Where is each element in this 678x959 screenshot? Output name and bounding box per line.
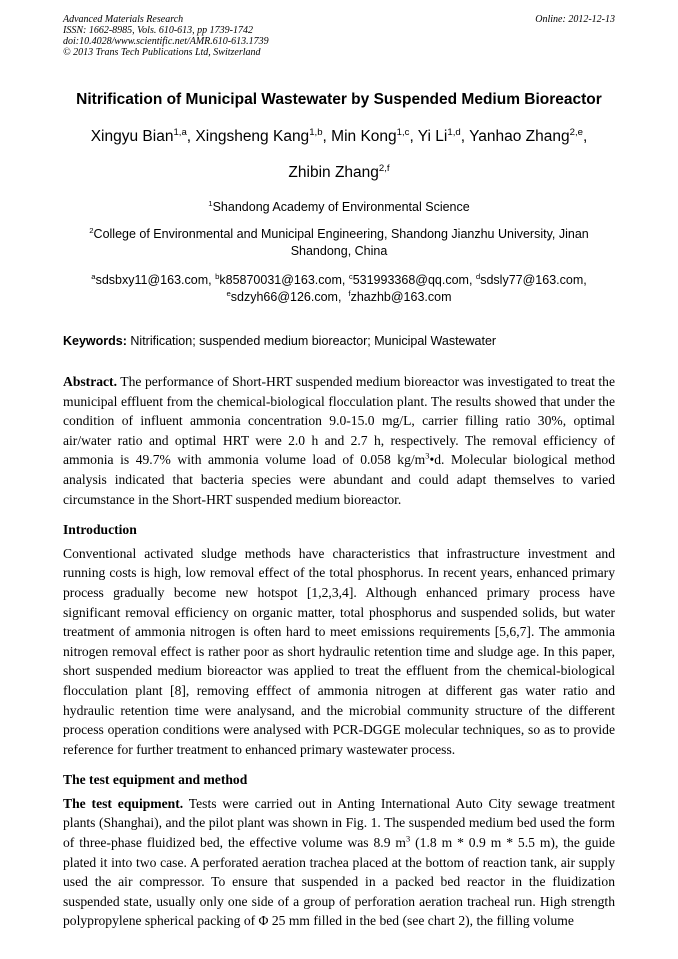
journal-name: Advanced Materials Research bbox=[63, 14, 184, 25]
paper-title: Nitrification of Municipal Wastewater by Suspended Medium Bioreactor bbox=[76, 91, 602, 108]
doi-line: doi:10.4028/www.scientific.net/AMR.610-613.1739 bbox=[63, 36, 269, 47]
author: Min Kong$^{1,c}$ bbox=[331, 126, 410, 145]
online-date: Online: 2012-12-13 bbox=[535, 14, 615, 25]
issn-line: ISSN: 1662-8985, Vols. 610-613, pp 1739-1742 bbox=[63, 25, 253, 36]
email-link[interactable]: k85870031@163.com bbox=[219, 273, 342, 287]
email-link[interactable]: sdsbxy11@163.com bbox=[95, 273, 209, 287]
copyright-line: © 2013 Trans Tech Publications Ltd, Switzerland bbox=[63, 47, 261, 58]
paper-page bbox=[63, 14, 615, 931]
section-heading-method: The test equipment and method bbox=[63, 772, 248, 788]
affiliation-2: $^2$College of Environmental and Municipal Engineering, Shandong Jianzhu University, Jinan Shandong, China bbox=[89, 225, 589, 258]
keywords-label: Keywords: bbox=[63, 334, 127, 348]
method-label: The test equipment. bbox=[63, 795, 184, 811]
author-list: Xingyu Bian$^{1,a}$, Xingsheng Kang$^{1,b}$, Min Kong$^{1,c}$, Yi Li$^{1,d}$, Yanhao Zhang$^{2,e}$, Zhibin Zhang$^{2,f}$ bbox=[63, 128, 615, 182]
journal-header bbox=[63, 14, 615, 58]
author: Xingsheng Kang$^{1,b}$ bbox=[195, 126, 323, 145]
email-link[interactable]: zhazhb@163.com bbox=[350, 290, 452, 304]
author: Yi Li$^{1,d}$ bbox=[417, 126, 461, 145]
email-link[interactable]: sdsly77@163.com bbox=[480, 273, 584, 287]
section-heading-introduction: Introduction bbox=[63, 522, 137, 538]
email-link[interactable]: 531993368@qq.com bbox=[352, 273, 469, 287]
method-body: The test equipment. Tests were carried out in Anting International Auto City sewage treatment plants (Shanghai), and the pilot plant was shown in Fig. 1. The suspended medium bed used the form of three-phase fluidized bed, the effective volume was 8.9 $m^3$ (1.8 m * 0.9 m * 5.5 m), the guide plated it into two case. A perforated aeration trachea placed at the bottom of reaction tank, air supply used the air compressor. To ensure that suspended in a packed bed reactor in the fluidization suspended state, usually only one side of a group of perforation aeration tracheal run. High strength polypropylene spherical packing of Φ 25 mm filled in the bed (see chart 2), the filling volume bbox=[63, 795, 615, 929]
keywords bbox=[63, 333, 615, 349]
affiliation-1: $^1$Shandong Academy of Environmental Science bbox=[208, 198, 470, 214]
keywords-text: Nitrification; suspended medium bioreactor; Municipal Wastewater bbox=[130, 334, 497, 348]
abstract: Abstract. The performance of Short-HRT suspended medium bioreactor was investigated to treat the municipal effluent from the chemical-biological flocculation plant. The results showed that under the condition of influent ammonia concentration 9.0-15.0 mg/L, carrier filling ratio 30%, optimal air/water ratio and optimal HRT were 2.0 h and 2.7 h, respectively. The removal efficiency of ammonia is 49.7% with ammonia volume load of 0.058 $kg/m^3•d$. Molecular biological method analysis indicated that bacteria species were abundant and could adapt themselves to varied circumstance in the Short-HRT suspended medium bioreactor. bbox=[63, 374, 615, 507]
email-link[interactable]: sdzyh66@126.com bbox=[230, 290, 338, 304]
author: Zhibin Zhang$^{2,f}$ bbox=[288, 162, 390, 181]
introduction-body: Conventional activated sludge methods have characteristics that infrastructure investment and running costs is high, low removal effect of the total phosphorus. In recent years, enhanced primary process gradually become new hotspot [1,2,3,4]. Although enhanced primary process have significant removal efficiency on organic matter, total phosphorus and suspended solids, but water treatment of ammonia nitrogen is often hard to meet emissions requirements [5,6,7]. The ammonia nitrogen removal effect is rather poor as short hydraulic retention time and sludge age. In this paper, short suspended medium bioreactor was applied to treat the effluent from the chemical-biological flocculation plant [8], removing efffect of ammonia nitrogen at different gas water ratio and hydraulic retention time were analysand, and the microbial community structure of the different process operation conditions were analysed with PCR-DGGE molecular techniques, so as to provide reference for further treatment to enhanced primary wastewater process. bbox=[63, 545, 615, 757]
author: Yanhao Zhang$^{2,e}$ bbox=[469, 126, 583, 145]
abstract-label: Abstract. bbox=[63, 374, 117, 389]
author: Xingyu Bian$^{1,a}$ bbox=[90, 126, 187, 145]
author-emails: $^a$sdsbxy11@163.com, $^b$k85870031@163.com, $^c$531993368@qq.com, $^d$sdsly77@163.com, $^e$sdzyh66@126.com, $^f$zhazhb@163.com bbox=[91, 271, 587, 304]
